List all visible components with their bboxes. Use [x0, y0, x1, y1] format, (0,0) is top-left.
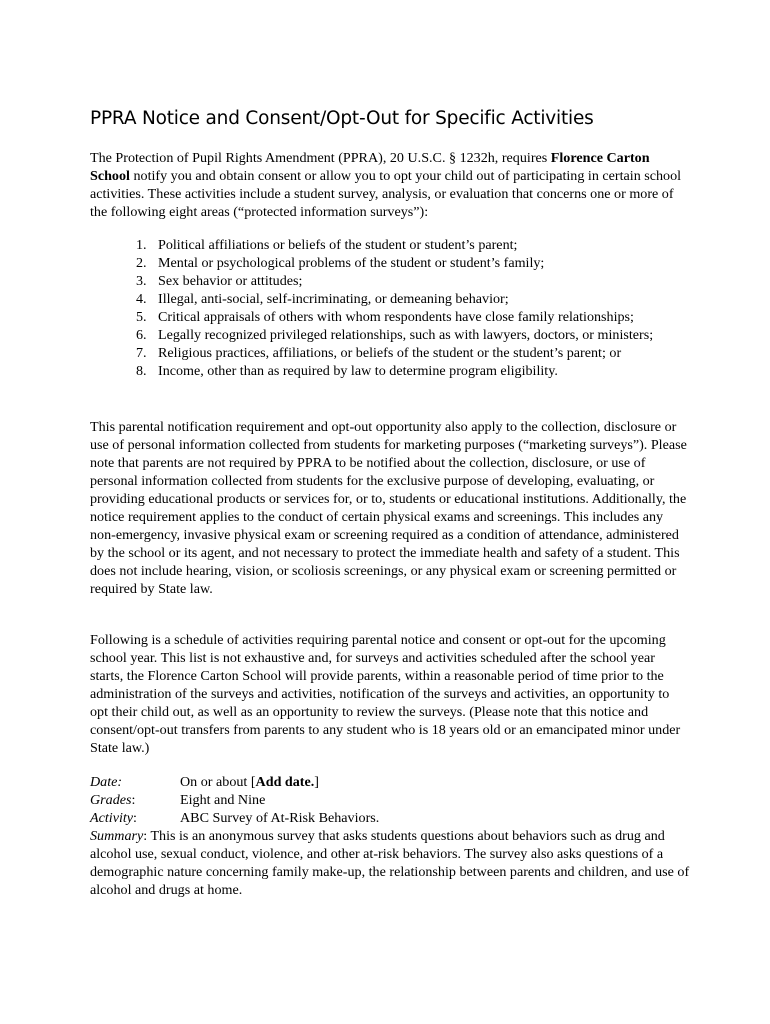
- marketing-paragraph: This parental notification requirement and opt-out opportunity also apply to the collection, disclosure or use of personal information collected from students for marketing purposes (“marketing surveys”). Please note that parents are not required by PPRA to be notified about the collection, disclosure, or use of personal information collected from students for the exclusive purpose of developing, evaluating, or providing educational products or services for, or to, students or educational institutions. Additionally, the notice requirement applies to the conduct of certain physical exams and screenings. This includes any non-emergency, invasive physical exam or screening required as a condition of attendance, administered by the school or its agent, and not necessary to protect the immediate health and safety of a student. This does not include hearing, vision, or scoliosis screenings, or any physical exam or screening permitted or required by State law.: [90, 419, 687, 597]
- list-number: 1.: [136, 237, 147, 253]
- schedule-row-activity: [90, 809, 690, 827]
- document-title: PPRA Notice and Consent/Opt-Out for Specific Activities: [90, 108, 594, 129]
- protected-areas-list: [90, 236, 690, 380]
- grades-label: [90, 791, 135, 809]
- activity-label: [90, 809, 137, 827]
- grades-colon: :: [131, 792, 136, 808]
- list-text: Critical appraisals of others with whom respondents have close family relationships;: [158, 309, 634, 325]
- list-text: Religious practices, affiliations, or beliefs of the student or the student’s parent; or: [158, 345, 622, 361]
- activity-schedule: [90, 773, 690, 899]
- list-number: 6.: [136, 327, 147, 343]
- date-value-suffix: ]: [314, 774, 319, 790]
- list-text: Political affiliations or beliefs of the student or student’s parent;: [158, 237, 518, 253]
- schedule-paragraph: Following is a schedule of activities requiring parental notice and consent or opt-out for the upcoming school year. This list is not exhaustive and, for surveys and activities scheduled after the school year starts, the Florence Carton School will provide parents, within a reasonable period of time prior to the administration of the surveys and activities, notification of the surveys and activities, an opportunity to opt their child out, as well as an opportunity to review the surveys. (Please note that this notice and consent/opt-out transfers from parents to any student who is 18 years old or an emancipated minor under State law.): [90, 632, 681, 756]
- list-item: [90, 236, 690, 254]
- activity-label-text: Activity: [90, 810, 134, 826]
- list-number: 4.: [136, 291, 147, 307]
- activity-value: ABC Survey of At-Risk Behaviors.: [180, 810, 380, 826]
- schedule-row-date: [90, 773, 690, 791]
- intro-paragraph: [90, 149, 690, 221]
- summary-paragraph: [90, 827, 690, 899]
- list-number: 3.: [136, 273, 147, 289]
- list-item: [90, 254, 690, 272]
- summary-text: This is an anonymous survey that asks students questions about behaviors such as drug and alcohol use, sexual conduct, violence, and other at-risk behaviors. The survey also asks questions of a demographic nature concerning family make-up, the relationship between parents and children, and use of alcohol and drugs at home.: [90, 828, 690, 898]
- list-item: [90, 344, 690, 362]
- list-item: [90, 326, 690, 344]
- list-text: Sex behavior or attitudes;: [158, 273, 303, 289]
- date-value: [180, 773, 319, 791]
- activity-colon: :: [133, 810, 137, 826]
- list-item: [90, 308, 690, 326]
- summary-label: Summary: [90, 828, 144, 844]
- list-number: 5.: [136, 309, 147, 325]
- list-item: [90, 362, 690, 380]
- intro-text-1: The Protection of Pupil Rights Amendment (PPRA), 20 U.S.C. § 1232h, requires: [90, 150, 551, 166]
- summary-colon: :: [143, 828, 148, 844]
- date-label: Date:: [90, 774, 123, 790]
- list-number: 7.: [136, 345, 147, 361]
- schedule-row-grades: [90, 791, 690, 809]
- list-text: Mental or psychological problems of the student or student’s family;: [158, 255, 545, 271]
- list-text: Legally recognized privileged relationships, such as with lawyers, doctors, or ministers;: [158, 327, 654, 343]
- school-name: Florence Carton School: [90, 150, 650, 184]
- date-value-prefix: On or about [: [180, 774, 256, 790]
- list-text: Income, other than as required by law to determine program eligibility.: [158, 363, 558, 379]
- intro-text-2: notify you and obtain consent or allow you to opt your child out of participating in certain school activities. These activities include a student survey, analysis, or evaluation that concerns one or more of the following eight areas (“protected information surveys”):: [90, 168, 682, 220]
- list-item: [90, 272, 690, 290]
- list-number: 8.: [136, 363, 147, 379]
- list-item: [90, 290, 690, 308]
- list-number: 2.: [136, 255, 147, 271]
- grades-label-text: Grades: [90, 792, 132, 808]
- grades-value: Eight and Nine: [180, 792, 266, 808]
- list-text: Illegal, anti-social, self-incriminating, or demeaning behavior;: [158, 291, 509, 307]
- date-placeholder: Add date.: [255, 774, 315, 790]
